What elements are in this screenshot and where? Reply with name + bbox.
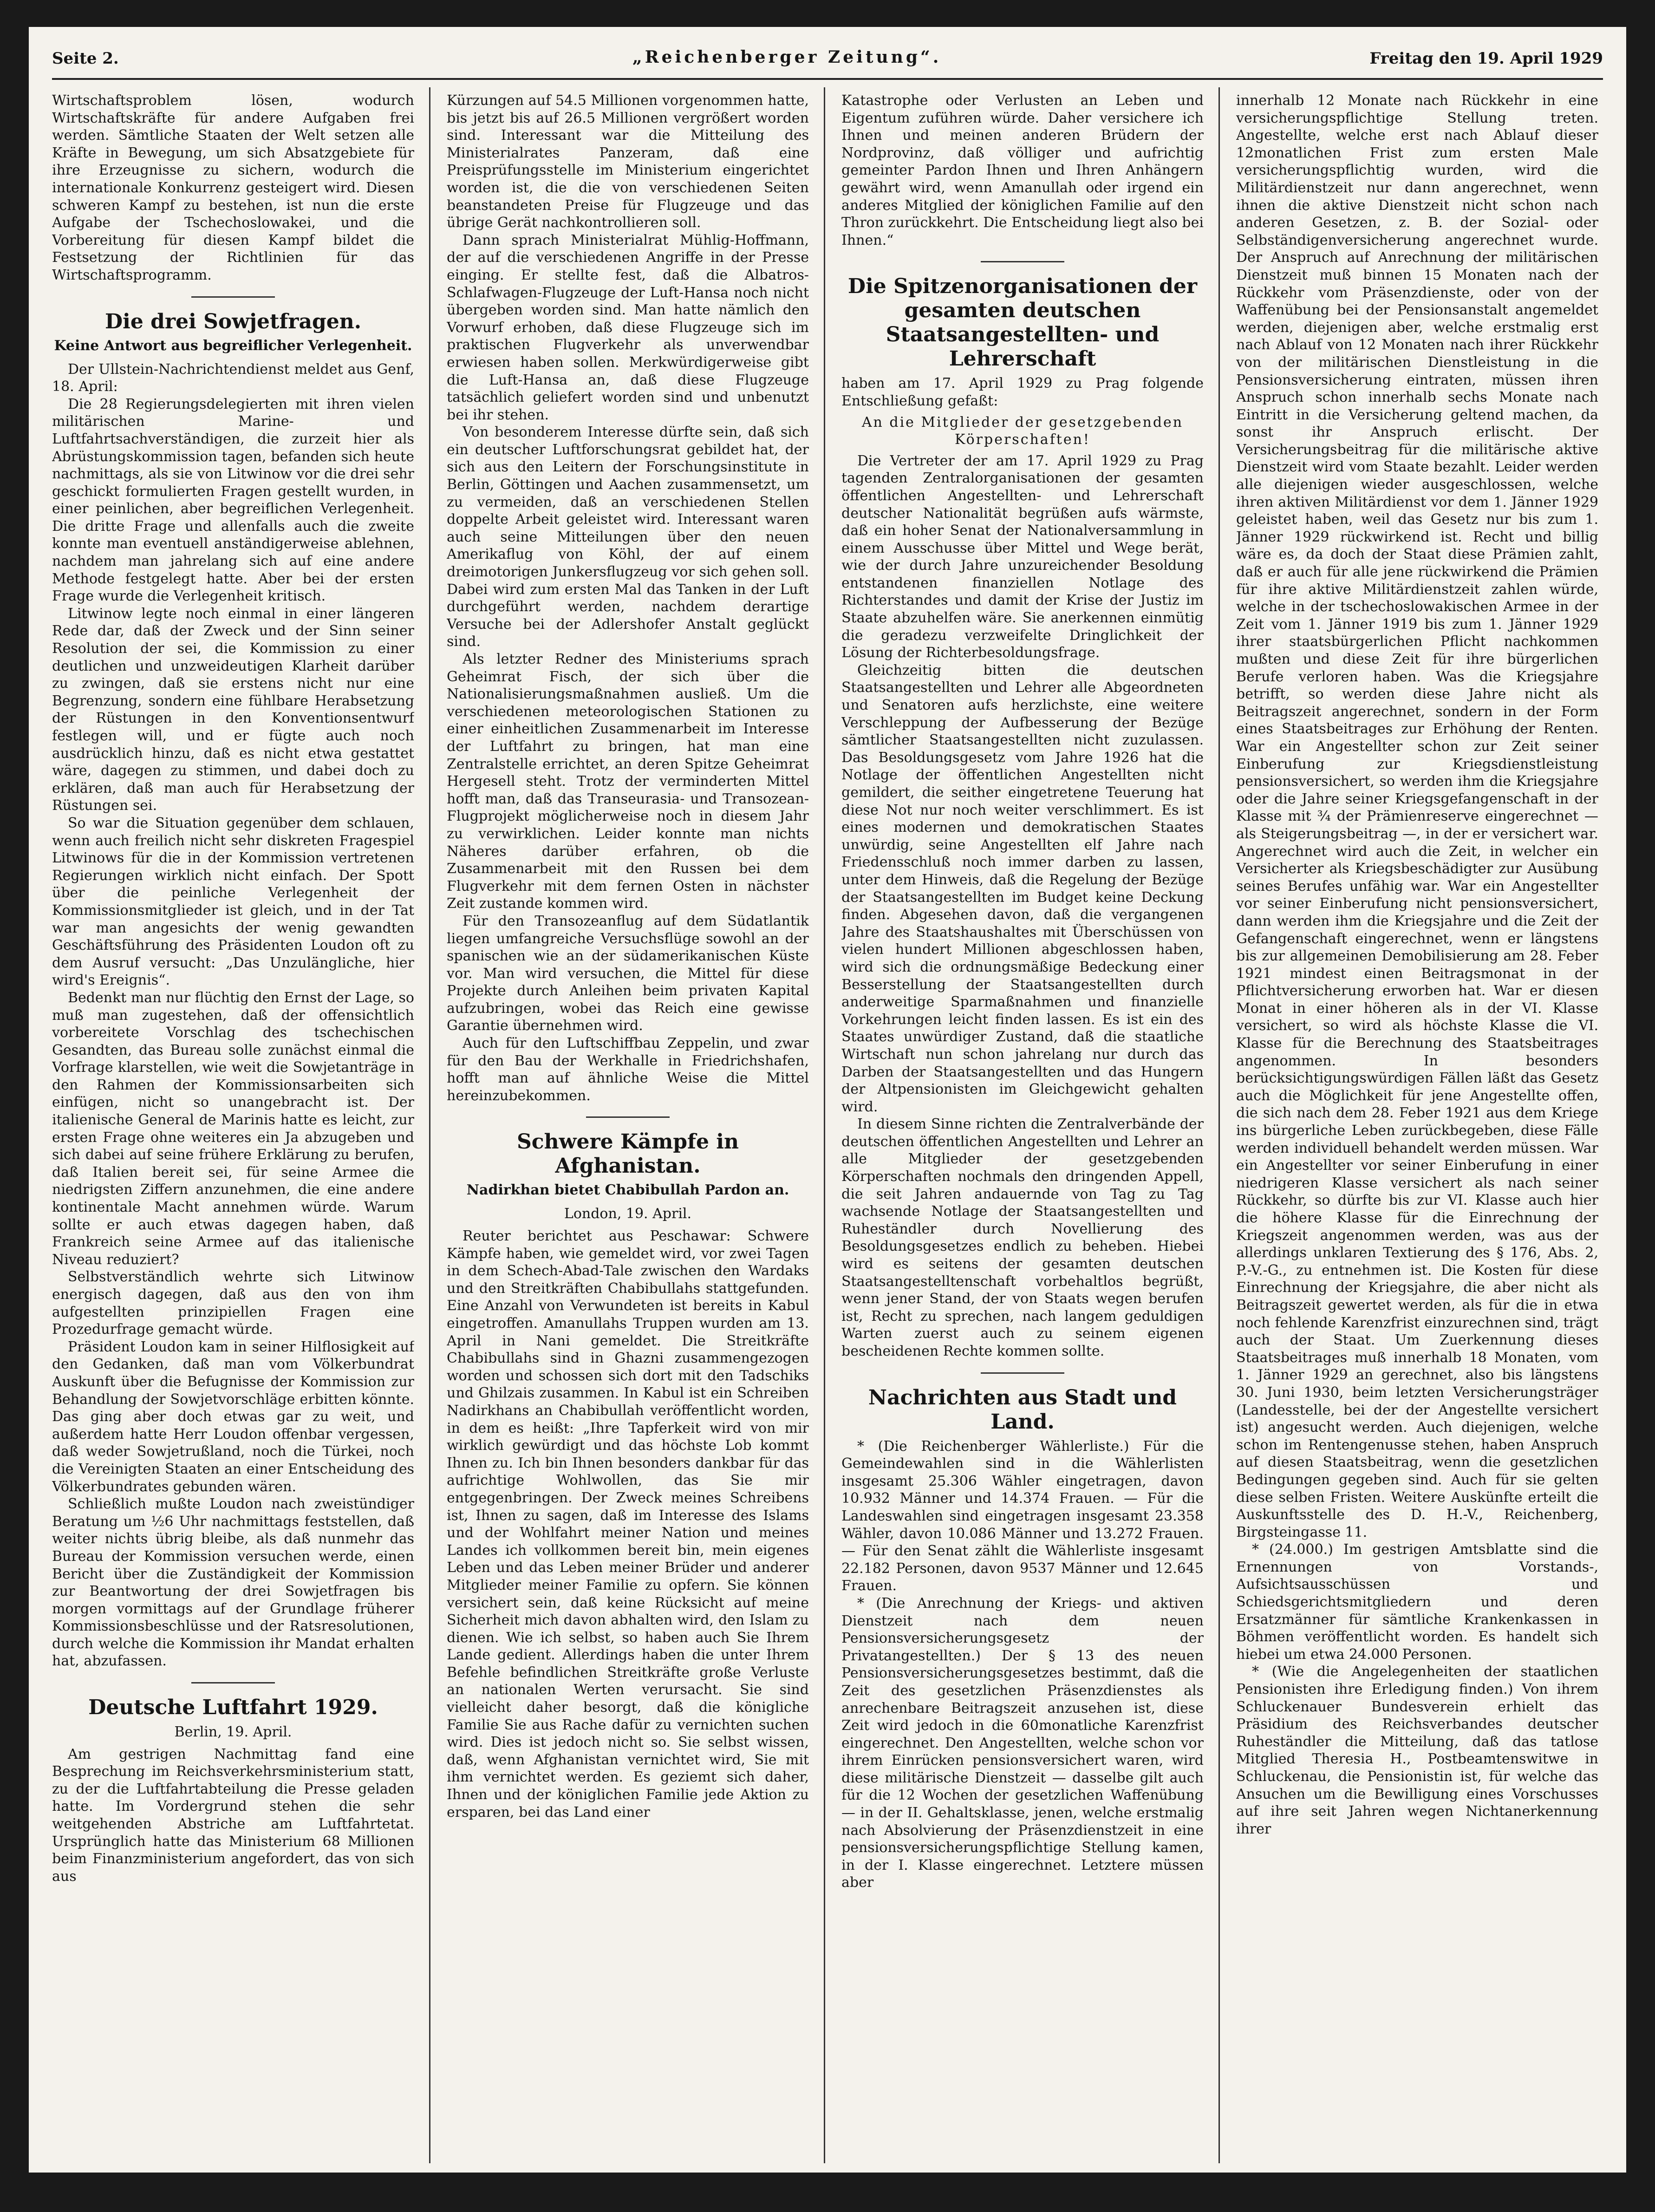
headline-afghanistan: Schwere Kämpfe in Afghanistan. [517, 1130, 739, 1178]
paragraph: Dann sprach Ministerialrat Mühlig-Hoffmann, der auf die verschiedenen Angriffe in der Presse einging. Er stellte fest, daß die Albatros-Schlafwagen-Flugzeuge der Luft-Hansa noch nicht übergeben worden sind. Man hatte nämlich den Vorwurf erhoben, daß diese Flugzeuge sich im praktischen Flugverkehr als unverwendbar erwiesen haben sollen. Merkwürdigerweise gibt die Luft-Hansa an, daß diese Flugzeuge tatsächlich geliefert worden sind und unbenutzt bei ihr stehen. [447, 232, 809, 423]
headline-luftfahrt: Deutsche Luftfahrt 1929. [88, 1696, 378, 1720]
newspaper-title: „Reichenberger Zeitung“. [632, 47, 942, 67]
paragraph: * (Die Reichenberger Wählerliste.) Für die Gemeindewahlen sind in die Wählerlisten insgesamt 25.306 Wähler eingetragen, davon 10.932 Männer und 14.374 Frauen. — Für die Landeswahlen sind eingetragen insgesamt 23.358 Wähler, davon 10.086 Männer und 13.272 Frauen. — Für den Senat zählt die Wählerliste insgesamt 22.182 Personen, davon 9537 Männer und 12.645 Frauen. [841, 1438, 1204, 1594]
paragraph: Bedenkt man nur flüchtig den Ernst der Lage, so muß man zugestehen, daß der offensichtlich vorbereitete Vorschlag des tschechischen Gesandten, das Bureau solle zunächst einmal die Vorfrage klarstellen, wie weit die Sowjetanträge in den Rahmen der Kommissionsarbeiten sich einfügen, nicht so unangebracht ist. Der italienische General de Marinis hatte es leicht, zur ersten Frage ohne weiteres ein Ja abzugeben und sich dabei auf seine frühere Erklärung zu berufen, daß Italien bereit sei, für seine Armee die niedrigsten Ziffern anzunehmen, die eine andere kontinentale Macht annehmen würde. Warum sollte er auch etwas dagegen haben, daß Frankreich seine Armee auf das italienische Niveau reduziert? [52, 989, 414, 1268]
paragraph: Gleichzeitig bitten die deutschen Staatsangestellten und Lehrer alle Abgeordneten und Senatoren aufs herzlichste, eine weitere Verschleppung der Aufbesserung der Bezüge sämtlicher Staatsangestellten nicht zuzulassen. Das Besoldungsgesetz vom Jahre 1926 hat die Notlage der öffentlichen Angestellten nicht gemildert, die seither eingetretene Teuerung hat diese Not nur noch weiter verschlimmert. Es ist eines modernen und demokratischen Staates unwürdig, seine Angestellten elf Jahre nach Friedensschluß noch immer darben zu lassen, unter dem Hinweis, daß die Regelung der Bezüge der Staatsangestellten im Budget keine Deckung finden. Abgesehen davon, daß die vergangenen Jahre des Staatshaushaltes mit Überschüssen von vielen hundert Millionen abgeschlossen haben, wird sich die ordnungsmäßige Bedeckung einer Besserstellung der Staatsangestellten durch anderweitige Sparmaßnahmen und finanzielle Vorkehrungen leicht finden lassen. Es ist ein des Staates unwürdiger Zustand, daß die staatliche Wirtschaft nun schon jahrelang nur durch das Darben der Staatsangestellten und das Hungern der Altpensionisten im Gleichgewicht gehalten wird. [841, 662, 1204, 1115]
issue-date: Freitag den 19. April 1929 [1369, 49, 1603, 68]
paragraph: Reuter berichtet aus Peschawar: Schwere Kämpfe haben, wie gemeldet wird, vor zwei Tagen in dem Schech-Abad-Tale zwischen den Wardaks und den Streitkräften Chabibullahs stattgefunden. Eine Anzahl von Verwundeten ist bereits in Kabul eingetroffen. Amanullahs Truppen wurden am 13. April in Nani gemeldet. Die Streitkräfte Chabibullahs sind in Ghazni zusammengezogen worden und schossen sich dort mit den Tadschiks und Ghilzais zusammen. In Kabul ist ein Schreiben Nadirkhans an Chabibullah veröffentlicht worden, in dem es heißt: „Ihre Tapferkeit wird von mir wirklich gewürdigt und das höchste Lob kommt Ihnen zu. Ich bin Ihnen besonders dankbar für das aufrichtige Wohlwollen, das Sie mir entgegenbringen. Der Zweck meines Schreibens ist, Ihnen zu sagen, daß im Interesse des Islams und der Wohlfahrt meiner Nation und meines Landes ich vollkommen bereit bin, mein eigenes Leben und das Leben meiner Brüder und anderer Mitglieder meiner Familie zu opfern. Sie können versichert sein, daß keine Rücksicht auf meine Sicherheit mich davon abhalten wird, den Islam zu dienen. Wie ich selbst, so haben auch Sie Ihrem Lande gedient. Allerdings haben die unter Ihrem Befehle befindlichen Streitkräfte große Verluste an nationalen Werten verursacht. Sie sind vielleicht daher besorgt, daß die königliche Familie Sie aus Rache dafür zu vernichten suchen wird. Dies ist jedoch nicht so. Sie selbst wissen, daß, wenn Afghanistan vernichtet wird, Sie mit ihm vernichtet werden. Es geziemt sich daher, Ihnen und der königlichen Familie jede Aktion zu ersparen, bei das Land einer [447, 1228, 809, 1820]
paragraph: Am gestrigen Nachmittag fand eine Besprechung im Reichsverkehrsministerium statt, zu der die Luftfahrtabteilung die Presse geladen hatte. Im Vordergrund stehen die sehr weitgehenden Abstriche am Luftfahrtetat. Ursprünglich hatte das Ministerium 68 Millionen beim Finanzministerium angefordert, das von sich aus [52, 1746, 414, 1885]
paragraph: haben am 17. April 1929 zu Prag folgende Entschließung gefaßt: [841, 375, 1204, 409]
paragraph: * (Wie die Angelegenheiten der staatlichen Pensionisten ihre Erledigung finden.) Von ihrem Schluckenauer Bundesverein erhielt das Präsidium des Reichsverbandes deutscher Ruheständler die Mitteilung, daß das tatlose Mitglied Theresia H., Postbeamtenswitwe in Schluckenau, die Pensionistin ist, für welche das Ansuchen um die Bewilligung eines Vorschusses auf ihre seit Jahren wegen Nichtanerkennung ihrer [1236, 1664, 1598, 1837]
paragraph: Schließlich mußte Loudon nach zweistündiger Beratung um ½6 Uhr nachmittags feststellen, daß weiter nichts übrig bleibe, als daß nunmehr das Bureau der Kommission versuchen werde, einen Bericht über die Zuständigkeit der Kommission zur Beantwortung der drei Sowjetfragen bis morgen vormittags auf der Grundlage früherer Kommissionsbeschlüsse und der Ratsresolutionen, durch welche die Kommission ihr Mandat erhalten hat, abzufassen. [52, 1496, 414, 1670]
column-rule [1218, 87, 1220, 2163]
divider [191, 1682, 275, 1683]
headline-spitzenorganisationen: Die Spitzenorganisationen der gesamten deutschen Staatsangestellten- und Lehrerschaft [847, 274, 1198, 371]
divider [586, 1116, 670, 1118]
paragraph: In diesem Sinne richten die Zentralverbände der deutschen öffentlichen Angestellten und Lehrer an alle Mitglieder der gesetzgebenden Körperschaften nochmals den dringenden Appell, die seit Jahren andauernde von Tag zu Tag wachsende Notlage der Staatsangestellten und Ruheständler durch Novellierung des Besoldungsgesetzes endlich zu beheben. Hiebei wird es seitens der gesamten deutschen Staatsangestelltenschaft vorbehaltlos begrüßt, wenn jener Stand, der von Staats wegen berufen ist, Recht zu sprechen, nach langem geduldigen Warten zuerst auch zu seinem eigenen bescheidenen Rechte kommen sollte. [841, 1116, 1204, 1359]
subheadline: Keine Antwort aus begreiflicher Verlegenheit. [54, 337, 412, 354]
headline-nachrichten: Nachrichten aus Stadt und Land. [868, 1385, 1177, 1434]
column-rule [824, 87, 825, 2163]
paragraph: Die 28 Regierungsdelegierten mit ihren vielen militärischen Marine- und Luftfahrtsachverständigen, die zurzeit hier als Abrüstungskommission tagen, befanden sich heute nachmittags, als sie von Litwinow vor die drei sehr geschickt formulierten Fragen gestellt wurden, in einer peinlichen, aber begreiflichen Verlegenheit. Die dritte Frage und allenfalls auch die zweite konnte man eventuell anständigerweise ablehnen, nachdem man jahrelang sich auf eine andere Methode festgelegt hatte. Aber bei der ersten Frage wurde die Verlegenheit kritisch. [52, 396, 414, 605]
paragraph: * (Die Anrechnung der Kriegs- und aktiven Dienstzeit nach dem neuen Pensionsversicherungsgesetz der Privatangestellten.) Der § 13 des neuen Pensionsversicherungsgesetzes bestimmt, daß die Zeit des gesetzlichen Präsenzdienstes als anrechenbare Beitragszeit anzusehen ist, diese Zeit wird jedoch in die 60monatliche Karenzfrist eingerechnet. Den Angestellten, welche schon vor ihrem Einrücken pensionsversichert waren, wird diese militärische Dienstzeit — dasselbe gilt auch für die 12 Wochen der gesetzlichen Waffenübung — in der II. Gehaltsklasse, jenen, welche erstmalig nach Absolvierung der Präsenzdienstzeit in eine pensionsversicherungspflichtige Stellung kamen, in der I. Klasse eingerechnet. Letztere müssen aber [841, 1595, 1204, 1891]
headline-sowjetfragen: Die drei Sowjetfragen. [104, 309, 362, 333]
column-rule [429, 87, 430, 2163]
divider [981, 1372, 1064, 1374]
column-4 [1236, 92, 1598, 2163]
appeal-heading: An die Mitglieder der gesetzgebenden Körperschaften! [861, 414, 1184, 448]
paragraph: Präsident Loudon kam in seiner Hilflosigkeit auf den Gedanken, daß man vom Völkerbundrat Auskunft über die Befugnisse der Kommission zur Behandlung der Sowjetvorschläge erbitten könnte. Das ging aber doch etwas gar zu weit, und außerdem hatte Herr Loudon offenbar vergessen, daß weder Sowjetrußland, noch die Türkei, noch die Vereinigten Staaten an einer Entscheidung des Völkerbundrates gebunden wären. [52, 1338, 414, 1495]
paragraph: Der Ullstein-Nachrichtendienst meldet aus Genf, 18. April: [52, 361, 414, 395]
paragraph: Litwinow legte noch einmal in einer längeren Rede dar, daß der Zweck und der Sinn seiner Resolution der sei, die Kommission zu einer deutlichen und unzweideutigen Klarheit darüber zu zwingen, daß sie erstens nicht nur eine Begrenzung, sondern eine fühlbare Herabsetzung der Rüstungen in den Konventionsentwurf festlegen will, und er fügte auch noch ausdrücklich hinzu, daß es nicht etwa gestattet wäre, dagegen zu stimmen, und dabei doch zu erklären, daß man auch für Herabsetzung der Rüstungen sei. [52, 605, 414, 814]
page-header [52, 36, 1603, 80]
paragraph: Auch für den Luftschiffbau Zeppelin, und zwar für den Bau der Werkhalle in Friedrichshafen, hofft man auf ähnliche Weise die Mittel hereinzubekommen. [447, 1035, 809, 1104]
subheadline: Nadirkhan bietet Chabibullah Pardon an. [466, 1182, 789, 1199]
divider [981, 261, 1064, 262]
paragraph: Die Vertreter der am 17. April 1929 zu Prag tagenden Zentralorganisationen der gesamten öffentlichen Angestellten- und Lehrerschaft deutscher Nationalität begrüßen aufs wärmste, daß ein hoher Senat der Nationalversammlung in einem Ausschusse über Mittel und Wege berät, wie der durch Jahre unzureichender Besoldung entstandenen finanziellen Notlage des Richterstandes und damit der Krise der Justiz im Staate abzuhelfen wäre. Sie anerkennen einmütig die geradezu verzweifelte Dringlichkeit der Lösung der Richterbesoldungsfrage. [841, 452, 1204, 661]
column-3 [841, 92, 1204, 2163]
paragraph: Als letzter Redner des Ministeriums sprach Geheimrat Fisch, der sich über die Nationalisierungsmaßnahmen ausließ. Um die verschiedenen meteorologischen Stationen zu einer einheitlichen Zusammenarbeit im Interesse der Luftfahrt zu bringen, hat man eine Zentralstelle errichtet, an deren Spitze Geheimrat Hergesell steht. Trotz der verminderten Mittel hofft man, daß das Transeurasia- und Transozean-Flugprojekt möglicherweise noch in diesem Jahr zu verwirklichen. Leider konnte man nichts Näheres darüber erfahren, ob die Zusammenarbeit mit den Russen bei dem Flugverkehr mit dem fernen Osten in nächster Zeit zustande kommen wird. [447, 651, 809, 912]
paragraph: Katastrophe oder Verlusten an Leben und Eigentum zuführen würde. Daher versichere ich Ihnen und meinen anderen Brüdern der Nordprovinz, daß völliger und aufrichtig gemeinter Pardon Ihnen und Ihren Anhängern gewährt wird, wenn Amanullah oder irgend ein anderes Mitglied der königlichen Familie auf den Thron zurückkehrt. Die Entscheidung liegt also bei Ihnen.“ [841, 92, 1204, 248]
paragraph: Selbstverständlich wehrte sich Litwinow energisch dagegen, daß aus den von ihm aufgestellten prinzipiellen Fragen eine Prozedurfrage gemacht würde. [52, 1269, 414, 1338]
column-2 [447, 92, 809, 2163]
divider [191, 296, 275, 298]
paragraph: * (24.000.) Im gestrigen Amtsblatte sind die Ernennungen von Vorstands-, Aufsichtsausschüssen und Schiedsgerichtsmitgliedern und deren Ersatzmänner für sämtliche Krankenkassen in Böhmen veröffentlicht worden. Es handelt sich hiebei um etwa 24.000 Personen. [1236, 1541, 1598, 1663]
paragraph: Für den Transozeanflug auf dem Südatlantik liegen umfangreiche Versuchsflüge sowohl an der spanischen wie an der südamerikanischen Küste vor. Man wird versuchen, die Mittel für diese Projekte durch Anleihen beim privaten Kapital aufzubringen, wobei das Reich eine gewisse Garantie übernehmen wird. [447, 913, 809, 1034]
dateline: Berlin, 19. April. [174, 1724, 292, 1741]
page-number: Seite 2. [52, 49, 119, 68]
column-1 [52, 92, 414, 2163]
paragraph: Von besonderem Interesse dürfte sein, daß sich ein deutscher Luftforschungsrat gebildet hat, der sich aus den Leitern der Forschungsinstitute in Berlin, Göttingen und Aachen zusammensetzt, um zu vermeiden, daß an verschiedenen Stellen doppelte Arbeit geleistet wird. Interessant waren auch seine Mitteilungen über den neuen Amerikaflug von Köhl, der auf einem dreimotorigen Junkersflugzeug vor sich gehen soll. Dabei wird zum ersten Mal das Tanken in der Luft durchgeführt werden, nachdem derartige Versuche bei der Adlershofer Anstalt geglückt sind. [447, 424, 809, 650]
paragraph: Wirtschaftsproblem lösen, wodurch Wirtschaftskräfte für andere Aufgaben frei werden. Sämtliche Staaten der Welt setzen alle Kräfte in Bewegung, um sich Absatzgebiete für ihre Erzeugnisse zu sichern, wodurch die internationale Konkurrenz gesteigert wird. Diesen schweren Kampf zu bestehen, ist nun die erste Aufgabe der Tschechoslowakei, und die Vorbereitung für diesen Kampf bildet die Festsetzung der Richtlinien für das Wirtschaftsprogramm. [52, 92, 414, 283]
paragraph: Kürzungen auf 54.5 Millionen vorgenommen hatte, bis jetzt bis auf 26.5 Millionen vergrößert worden sind. Interessant war die Mitteilung des Ministerialrates Panzeram, daß eine Preisprüfungsstelle im Ministerium eingerichtet worden ist, die die von verschiedenen Seiten beanstandeten Preise für Flugzeuge und das übrige Gerät nachkontrollieren soll. [447, 92, 809, 231]
paragraph: innerhalb 12 Monate nach Rückkehr in eine versicherungspflichtige Stellung treten. Angestellte, welche erst nach Ablauf dieser 12monatlichen Frist zum ersten Male versicherungspflichtig wurden, wird die Militärdienstzeit nur dann angerechnet, wenn ihnen die aktive Dienstzeit nicht schon nach anderen Gesetzen, z. B. der Sozial- oder Selbständigenversicherung angerechnet wurde. Der Anspruch auf Anrechnung der militärischen Dienstzeit muß binnen 15 Monaten nach der Rückkehr vom Präsenzdienste, oder von der Waffenübung bei der Pensionsanstalt angemeldet werden, diejenigen aber, welche erstmalig erst nach Ablauf von 12 Monaten nach ihrer Rückkehr von der militärischen Dienstleistung in die Pensionsversicherung eintraten, müssen ihren Anspruch schon innerhalb sechs Monate nach Eintritt in die Versicherung geltend machen, da sonst ihr Anspruch erlischt. Der Versicherungsbeitrag für die militärische aktive Dienstzeit wird vom Staate bezahlt. Leider werden alle diejenigen wieder ausgeschlossen, welche ihren aktiven Militärdienst vor dem 1. Jänner 1929 geleistet haben, weil das Gesetz nur bis zum 1. Jänner 1929 rückwirkend ist. Recht und billig wäre es, da doch der Staat diese Prämien zahlt, daß er auch für alle jene rückwirkend die Prämien für ihre aktive Militärdienstzeit zahlen würde, welche in der tschechoslowakischen Armee in der Zeit vom 1. Jänner 1919 bis zum 1. Jänner 1929 ihrer staatsbürgerlichen Pflicht nachkommen mußten und diese Zeit für ihre bürgerlichen Berufe verloren haben. Was die Kriegsjahre betrifft, so werden diese Jahre nicht als Beitragszeit angerechnet, sondern in der Form eines Staatsbeitrages zur Erhöhung der Renten. War ein Angestellter schon zur Zeit seiner Einberufung zur Kriegsdienstleistung pensionsversichert, so werden ihm die Kriegsjahre oder die Jahre seiner Kriegsgefangenschaft in der Klasse mit ¾ der Prämienreserve eingerechnet — als Steigerungsbeitrag —, in der er versichert war. Angerechnet wird auch die Zeit, in welcher ein Versicherter als Kriegsbeschädigter zur Ausübung seines Berufes unfähig war. War ein Angestellter vor seiner Einberufung nicht pensionsversichert, dann werden ihm die Kriegsjahre und die Zeit der Gefangenschaft eingerechnet, wenn er längstens bis zur allgemeinen Demobilisierung am 28. Feber 1921 mindest einen Beitragsmonat in der Pflichtversicherung erworben hat. War er diesen Monat in einer höheren als in der VI. Klasse versichert, so wird als höchste Klasse die VI. Klasse für die Berechnung des Staatsbeitrages angenommen. In besonders berücksichtigungswürdigen Fällen läßt das Gesetz auch die Möglichkeit für jene Angestellte offen, die sich nach dem 28. Feber 1921 aus dem Kriege ins bürgerliche Leben zurückbegeben, diese Fälle werden individuell behandelt werden müssen. War ein Angestellter vor seiner Einberufung in einer niedrigeren Klasse versichert als nach seiner Rückkehr, so dürfte bis zur VI. Klasse auch hier die höhere Klasse für die Einrechnung der Kriegszeit angenommen werden, was aus der allerdings unklaren Textierung des § 176, Abs. 2, P.-V.-G., zu entnehmen ist. Die Kosten für diese Einrechnung der Kriegsjahre, die aber nicht als Beitragszeit gewertet werden, als für die in etwa noch fehlende Karenzfrist einzurechnen sind, trägt auch der Staat. Um Zuerkennung dieses Staatsbeitrages muß innerhalb 18 Monaten, vom 1. Jänner 1929 an gerechnet, also bis längstens 30. Juni 1930, beim letzten Versicherungsträger (Landesstelle, bei der der Angestellte versichert ist) angesucht werden. Auch diejenigen, welche schon im Rentengenusse stehen, haben Anspruch auf diesen Staatsbeitrag, wenn die gesetzlichen Bedingungen gegeben sind. Auch für sie gelten diese selben Fristen. Weitere Auskünfte erteilt die Auskunftsstelle des D. H.-V., Reichenberg, Birgsteingasse 11. [1236, 92, 1598, 1540]
newspaper-page [29, 27, 1626, 2173]
dateline: London, 19. April. [564, 1206, 692, 1222]
paragraph: So war die Situation gegenüber dem schlauen, wenn auch freilich nicht sehr diskreten Fragespiel Litwinows für die in der Kommission vertretenen Regierungen wirklich nicht einfach. Der Spott über die peinliche Verlegenheit der Kommissionsmitglieder ist gleich, und in der Tat war man angesichts der wenig gewandten Geschäftsführung des Präsidenten Loudon oft zu dem Ausruf versucht: „Das Unzulängliche, hier wird's Ereignis“. [52, 815, 414, 989]
